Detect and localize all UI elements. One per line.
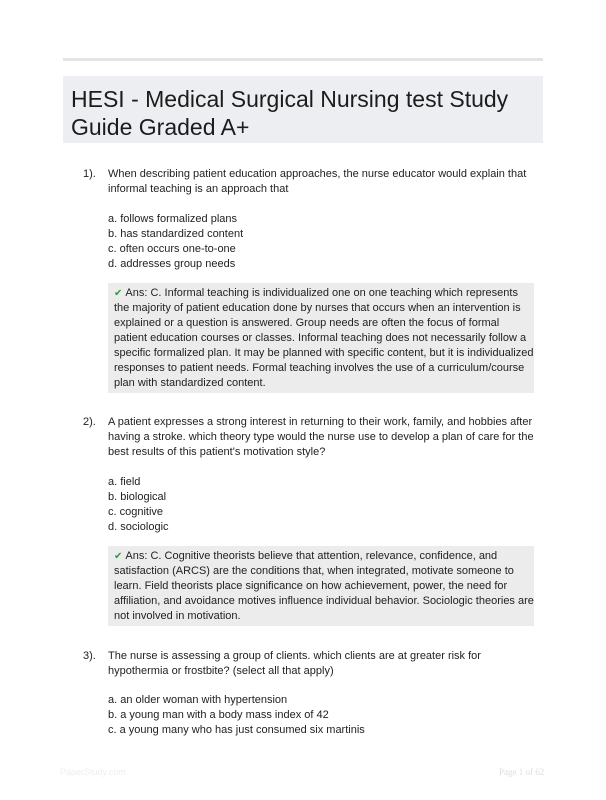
option-d: d. addresses group needs bbox=[108, 258, 236, 270]
option-b: b. a young man with a body mass index of 42 bbox=[108, 709, 329, 721]
answer-text: Ans: C. Informal teaching is individualized one on one teaching which represents the majority of patient education done by nurses that occurs when an intervention is explained or a question is answered. Group needs are often the focus of formal patient education courses or classes. Informal teaching does not necessarily follow a specific formalized plan. It may be planned with specific content, but it is individualized responses to patient needs. Formal teaching involves the use of a curriculum/course plan with standardized content. bbox=[114, 287, 534, 389]
option-b: b. has standardized content bbox=[108, 228, 244, 240]
checkmark-icon: ✔ bbox=[114, 288, 123, 299]
option-c: c. cognitive bbox=[108, 506, 164, 518]
question-text: The nurse is assessing a group of clients. which clients are at greater risk for hypothermia or frostbite? (select all that apply) bbox=[108, 650, 481, 677]
top-divider bbox=[63, 58, 543, 61]
option-a: a. field bbox=[108, 476, 141, 488]
page-title: HESI - Medical Surgical Nursing test Study Guide Graded A+ bbox=[71, 86, 509, 140]
page-number: Page 1 of 62 bbox=[499, 767, 545, 777]
title-banner bbox=[63, 76, 543, 143]
question-text: When describing patient education approaches, the nurse educator would explain that informal teaching is an approach that bbox=[108, 168, 527, 195]
answer-box bbox=[108, 283, 534, 393]
option-list bbox=[108, 475, 169, 535]
option-a: a. an older woman with hypertension bbox=[108, 694, 288, 706]
question-number: 3). bbox=[83, 650, 96, 662]
question-number: 2). bbox=[83, 416, 96, 428]
question-number: 1). bbox=[83, 168, 96, 180]
option-d: d. sociologic bbox=[108, 521, 169, 533]
option-c: c. often occurs one-to-one bbox=[108, 243, 236, 255]
question-text: A patient expresses a strong interest in returning to their work, family, and hobbies after having a stroke. which theory type would the nurse use to develop a plan of care for the best results of this patient's motivation style? bbox=[108, 416, 534, 458]
option-list bbox=[108, 693, 365, 738]
checkmark-icon: ✔ bbox=[114, 551, 123, 562]
option-list bbox=[108, 212, 243, 272]
option-c: c. a young many who has just consumed six martinis bbox=[108, 724, 365, 736]
answer-text: Ans: C. Cognitive theorists believe that attention, relevance, confidence, and satisfaction (ARCS) are the conditions that, when integrated, motivate someone to learn. Field theorists place significance on how achievement, power, the need for affiliation, and avoidance motives influence individual behavior. Sociologic theories are not involved in motivation. bbox=[114, 550, 534, 622]
answer-box bbox=[108, 546, 534, 626]
option-b: b. biological bbox=[108, 491, 167, 503]
footer-site-watermark: PaperStudy.com bbox=[60, 767, 126, 777]
option-a: a. follows formalized plans bbox=[108, 213, 238, 225]
